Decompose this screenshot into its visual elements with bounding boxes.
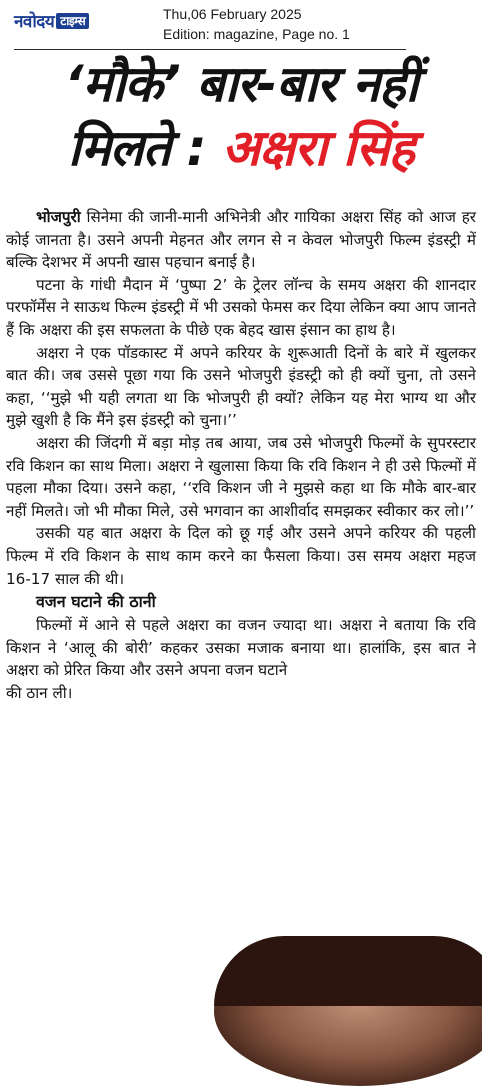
article-paragraph-7: की ठान ली। [6, 683, 73, 702]
newspaper-logo[interactable] [14, 9, 89, 32]
page-header [0, 0, 482, 50]
headline-line-2 [0, 116, 482, 180]
article-body [6, 206, 476, 704]
paragraph-1-text: सिनेमा की जानी-मानी अभिनेत्री और गायिका अक्षरा सिंह को आज हर कोई जानता है। उसने अपनी मेहनत और लगन से न केवल भोजपुरी फिल्म इंडस्ट्री में बल्कि देशभर में अपनी खास पहचान बनाई है। [6, 208, 476, 272]
article-paragraph-5: उसकी यह बात अक्षरा के दिल को छू गई और उसने अपने करियर की पहली फिल्म में रवि किशन के साथ काम करने का फैसला किया। उस समय अक्षरा महज 16-17 साल की थी। [6, 524, 476, 588]
logo-sub-text: टाइम्स [56, 13, 89, 29]
edition-meta [163, 4, 350, 44]
article-paragraph-2: पटना के गांधी मैदान में ‘पुष्पा 2’ के ट्रेलर लॉन्च के समय अक्षरा की शानदार परफॉर्मेंस ने साऊथ फिल्म इंडस्ट्री में भी उसको फेमस कर दिया लेकिन क्या आप जानते हैं कि अक्षरा की इस सफलता के पीछे एक बेहद खास इंसान का हाथ है। [6, 275, 476, 339]
headline-line-1: ‘मौके’ बार-बार नहीं [64, 55, 418, 113]
lead-word: भोजपुरी [36, 208, 81, 226]
actress-photo-hair [214, 936, 482, 1006]
article-paragraph-6: फिल्मों में आने से पहले अक्षरा का वजन ज्यादा था। अक्षरा ने बताया कि रवि किशन ने ‘आलू की बोरी’ कहकर उसका मजाक बनाया था। हालांकि, इस बात ने अक्षरा को प्रेरित किया और उसने अपना वजन घटाने [6, 616, 476, 680]
header-divider [14, 49, 406, 50]
edition-page: Edition: magazine, Page no. 1 [163, 26, 350, 42]
headline-name-highlight: अक्षरा सिंह [221, 119, 415, 177]
headline [0, 52, 482, 180]
article-subheading: वजन घटाने की ठानी [36, 592, 156, 612]
edition-date: Thu,06 February 2025 [163, 6, 302, 22]
article-paragraph-4: अक्षरा की जिंदगी में बड़ा मोड़ तब आया, जब उसे भोजपुरी फिल्मों के सुपरस्टार रवि किशन का साथ मिला। अक्षरा ने खुलासा किया कि रवि किशन ने ही उसे फिल्मों में पहला मौका दिया। उसने कहा, ‘‘रवि किशन जी ने मुझसे कहा था कि मौके बार-बार नहीं मिलते। जो भी मौका मिले, उसे भगवान का आशीर्वाद समझकर स्वीकार कर लो।’’ [6, 433, 476, 520]
article-paragraph-3: अक्षरा ने एक पॉडकास्ट में अपने करियर के शुरूआती दिनों के बारे में खुलकर बात की। जब उससे पूछा गया कि उसने भोजपुरी इंडस्ट्री को ही क्यों चुना, तो उसने कहा, ‘‘मुझे भी यही लगता था कि भोजपुरी ही क्यों? लेकिन यह मेरा भाग्य था और मुझे खुशी है कि मैंने इस इंडस्ट्री को चुना।’’ [6, 343, 476, 430]
headline-line-2-dark: मिलते : [67, 119, 222, 177]
logo-main-text: नवोदय [14, 12, 55, 32]
article-paragraph-1 [6, 206, 476, 274]
